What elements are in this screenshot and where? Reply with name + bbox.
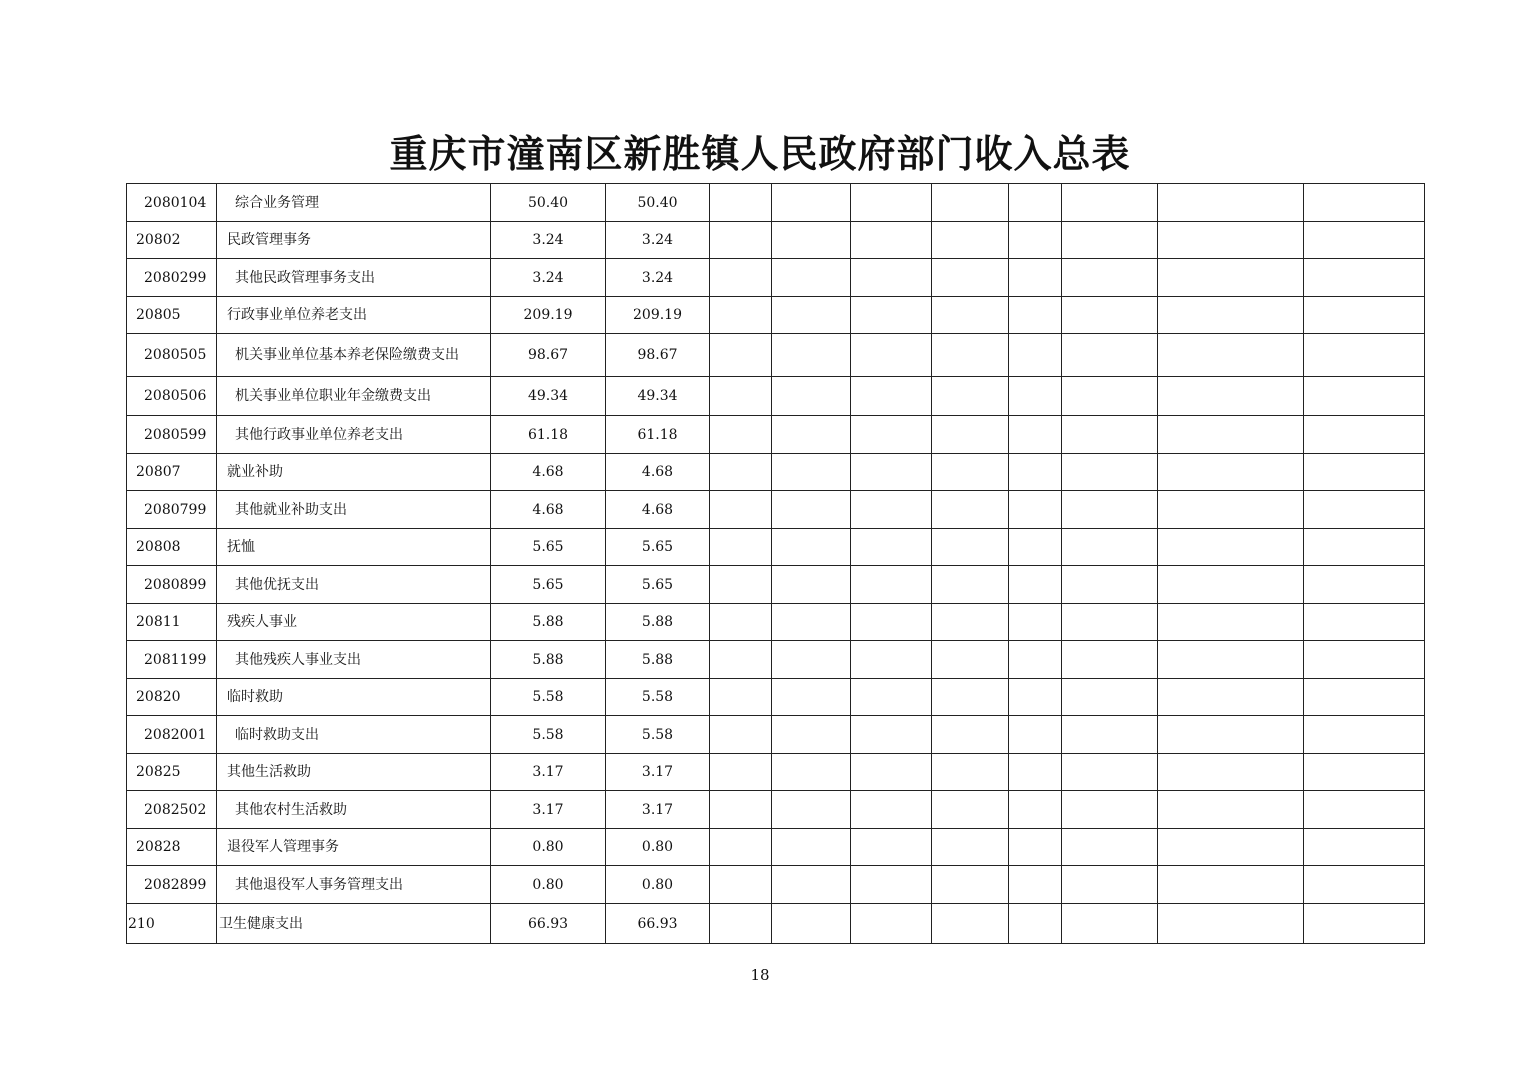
total-amount: 50.40	[491, 184, 606, 222]
table-row	[127, 416, 1425, 454]
total-amount: 5.65	[491, 566, 606, 604]
fiscal-allocation-amount: 3.24	[606, 222, 710, 259]
fiscal-allocation-amount: 3.17	[606, 754, 710, 791]
fiscal-allocation-amount: 5.58	[606, 679, 710, 716]
empty-cell	[710, 641, 772, 679]
revenue-table	[126, 183, 1425, 944]
empty-cell	[1304, 566, 1425, 604]
empty-cell	[710, 222, 772, 259]
empty-cell	[1009, 566, 1062, 604]
fiscal-allocation-amount: 5.65	[606, 529, 710, 566]
table-row	[127, 791, 1425, 829]
empty-cell	[1062, 259, 1158, 297]
total-amount: 3.17	[491, 754, 606, 791]
subject-name: 机关事业单位职业年金缴费支出	[217, 377, 491, 416]
subject-name: 其他优抚支出	[217, 566, 491, 604]
empty-cell	[1009, 641, 1062, 679]
empty-cell	[1158, 416, 1304, 454]
empty-cell	[1062, 641, 1158, 679]
subject-code: 2080599	[127, 416, 217, 454]
subject-code: 2080799	[127, 491, 217, 529]
empty-cell	[1062, 222, 1158, 259]
subject-code: 2080899	[127, 566, 217, 604]
subject-code: 20808	[127, 529, 217, 566]
empty-cell	[1158, 491, 1304, 529]
empty-cell	[1304, 297, 1425, 334]
empty-cell	[772, 566, 851, 604]
empty-cell	[1304, 829, 1425, 866]
empty-cell	[710, 829, 772, 866]
total-amount: 209.19	[491, 297, 606, 334]
empty-cell	[1009, 716, 1062, 754]
empty-cell	[710, 297, 772, 334]
empty-cell	[772, 334, 851, 377]
empty-cell	[1062, 184, 1158, 222]
empty-cell	[772, 904, 851, 944]
empty-cell	[851, 416, 932, 454]
empty-cell	[1158, 259, 1304, 297]
empty-cell	[1158, 754, 1304, 791]
empty-cell	[932, 754, 1009, 791]
empty-cell	[710, 791, 772, 829]
empty-cell	[710, 566, 772, 604]
table-row	[127, 334, 1425, 377]
total-amount: 3.24	[491, 259, 606, 297]
empty-cell	[710, 604, 772, 641]
empty-cell	[851, 829, 932, 866]
empty-cell	[772, 604, 851, 641]
empty-cell	[1009, 866, 1062, 904]
subject-code: 20828	[127, 829, 217, 866]
page-title: 重庆市潼南区新胜镇人民政府部门收入总表	[389, 131, 1131, 176]
subject-name: 临时救助支出	[217, 716, 491, 754]
fiscal-allocation-amount: 4.68	[606, 454, 710, 491]
total-amount: 98.67	[491, 334, 606, 377]
empty-cell	[1158, 641, 1304, 679]
empty-cell	[772, 416, 851, 454]
empty-cell	[1304, 529, 1425, 566]
empty-cell	[1009, 297, 1062, 334]
table-row	[127, 184, 1425, 222]
empty-cell	[1009, 529, 1062, 566]
empty-cell	[1158, 791, 1304, 829]
empty-cell	[1304, 259, 1425, 297]
fiscal-allocation-amount: 0.80	[606, 866, 710, 904]
table-row	[127, 641, 1425, 679]
empty-cell	[851, 866, 932, 904]
empty-cell	[1009, 791, 1062, 829]
total-amount: 3.24	[491, 222, 606, 259]
empty-cell	[851, 529, 932, 566]
subject-name: 其他农村生活救助	[217, 791, 491, 829]
empty-cell	[851, 566, 932, 604]
empty-cell	[772, 679, 851, 716]
subject-name: 临时救助	[217, 679, 491, 716]
empty-cell	[1158, 377, 1304, 416]
empty-cell	[1062, 454, 1158, 491]
empty-cell	[710, 377, 772, 416]
empty-cell	[772, 184, 851, 222]
total-amount: 5.65	[491, 529, 606, 566]
empty-cell	[1009, 222, 1062, 259]
empty-cell	[1009, 604, 1062, 641]
fiscal-allocation-amount: 5.58	[606, 716, 710, 754]
subject-code: 2082001	[127, 716, 217, 754]
empty-cell	[772, 491, 851, 529]
empty-cell	[772, 754, 851, 791]
table-row	[127, 377, 1425, 416]
empty-cell	[710, 184, 772, 222]
empty-cell	[1062, 491, 1158, 529]
empty-cell	[1009, 454, 1062, 491]
empty-cell	[932, 334, 1009, 377]
subject-code: 20807	[127, 454, 217, 491]
empty-cell	[1009, 334, 1062, 377]
subject-name: 就业补助	[217, 454, 491, 491]
table-row	[127, 866, 1425, 904]
total-amount: 5.88	[491, 641, 606, 679]
empty-cell	[851, 754, 932, 791]
subject-code: 20802	[127, 222, 217, 259]
empty-cell	[851, 334, 932, 377]
subject-code: 20825	[127, 754, 217, 791]
empty-cell	[1158, 566, 1304, 604]
subject-name: 其他就业补助支出	[217, 491, 491, 529]
empty-cell	[1062, 297, 1158, 334]
empty-cell	[1009, 416, 1062, 454]
empty-cell	[772, 829, 851, 866]
empty-cell	[1158, 529, 1304, 566]
total-amount: 5.58	[491, 679, 606, 716]
empty-cell	[1304, 641, 1425, 679]
subject-name: 残疾人事业	[217, 604, 491, 641]
fiscal-allocation-amount: 5.88	[606, 604, 710, 641]
fiscal-allocation-amount: 209.19	[606, 297, 710, 334]
empty-cell	[1158, 454, 1304, 491]
table-row	[127, 454, 1425, 491]
subject-code: 2080506	[127, 377, 217, 416]
empty-cell	[772, 259, 851, 297]
empty-cell	[1062, 529, 1158, 566]
empty-cell	[932, 377, 1009, 416]
empty-cell	[1304, 377, 1425, 416]
empty-cell	[1062, 791, 1158, 829]
empty-cell	[1158, 334, 1304, 377]
empty-cell	[851, 377, 932, 416]
empty-cell	[710, 754, 772, 791]
empty-cell	[851, 904, 932, 944]
empty-cell	[1304, 754, 1425, 791]
empty-cell	[932, 222, 1009, 259]
table-row	[127, 829, 1425, 866]
empty-cell	[772, 454, 851, 491]
fiscal-allocation-amount: 98.67	[606, 334, 710, 377]
table-row	[127, 259, 1425, 297]
total-amount: 0.80	[491, 829, 606, 866]
subject-name: 其他残疾人事业支出	[217, 641, 491, 679]
empty-cell	[851, 297, 932, 334]
empty-cell	[772, 377, 851, 416]
empty-cell	[1062, 829, 1158, 866]
table-row	[127, 222, 1425, 259]
empty-cell	[710, 416, 772, 454]
empty-cell	[1009, 259, 1062, 297]
empty-cell	[710, 904, 772, 944]
subject-code: 2080104	[127, 184, 217, 222]
empty-cell	[1062, 566, 1158, 604]
empty-cell	[1158, 604, 1304, 641]
table-row	[127, 716, 1425, 754]
empty-cell	[1009, 829, 1062, 866]
subject-name: 退役军人管理事务	[217, 829, 491, 866]
empty-cell	[1062, 334, 1158, 377]
empty-cell	[710, 716, 772, 754]
fiscal-allocation-amount: 61.18	[606, 416, 710, 454]
empty-cell	[1158, 866, 1304, 904]
empty-cell	[1009, 679, 1062, 716]
empty-cell	[932, 866, 1009, 904]
empty-cell	[932, 679, 1009, 716]
empty-cell	[1158, 297, 1304, 334]
empty-cell	[932, 529, 1009, 566]
empty-cell	[851, 791, 932, 829]
fiscal-allocation-amount: 3.24	[606, 259, 710, 297]
empty-cell	[932, 791, 1009, 829]
empty-cell	[932, 904, 1009, 944]
empty-cell	[1009, 491, 1062, 529]
empty-cell	[710, 866, 772, 904]
empty-cell	[1304, 454, 1425, 491]
empty-cell	[1304, 716, 1425, 754]
empty-cell	[1062, 754, 1158, 791]
empty-cell	[772, 791, 851, 829]
table-row	[127, 529, 1425, 566]
empty-cell	[851, 222, 932, 259]
fiscal-allocation-amount: 4.68	[606, 491, 710, 529]
empty-cell	[932, 566, 1009, 604]
fiscal-allocation-amount: 5.65	[606, 566, 710, 604]
subject-name: 机关事业单位基本养老保险缴费支出	[217, 334, 491, 377]
total-amount: 49.34	[491, 377, 606, 416]
subject-code: 2082502	[127, 791, 217, 829]
empty-cell	[1304, 866, 1425, 904]
fiscal-allocation-amount: 66.93	[606, 904, 710, 944]
empty-cell	[851, 716, 932, 754]
subject-code: 210	[127, 904, 217, 944]
subject-code: 20811	[127, 604, 217, 641]
subject-name: 民政管理事务	[217, 222, 491, 259]
table-row	[127, 679, 1425, 716]
empty-cell	[932, 184, 1009, 222]
subject-code: 20805	[127, 297, 217, 334]
subject-name: 综合业务管理	[217, 184, 491, 222]
empty-cell	[1304, 334, 1425, 377]
subject-name: 其他民政管理事务支出	[217, 259, 491, 297]
table-row	[127, 297, 1425, 334]
empty-cell	[1062, 866, 1158, 904]
table-row	[127, 491, 1425, 529]
empty-cell	[932, 454, 1009, 491]
subject-name: 其他退役军人事务管理支出	[217, 866, 491, 904]
empty-cell	[1304, 491, 1425, 529]
total-amount: 0.80	[491, 866, 606, 904]
total-amount: 5.88	[491, 604, 606, 641]
table-row	[127, 754, 1425, 791]
empty-cell	[772, 866, 851, 904]
subject-name: 其他生活救助	[217, 754, 491, 791]
empty-cell	[1062, 904, 1158, 944]
subject-code: 2080299	[127, 259, 217, 297]
subject-name: 卫生健康支出	[217, 904, 491, 944]
empty-cell	[710, 491, 772, 529]
empty-cell	[710, 259, 772, 297]
subject-name: 抚恤	[217, 529, 491, 566]
fiscal-allocation-amount: 49.34	[606, 377, 710, 416]
fiscal-allocation-amount: 50.40	[606, 184, 710, 222]
total-amount: 66.93	[491, 904, 606, 944]
empty-cell	[772, 222, 851, 259]
empty-cell	[1009, 754, 1062, 791]
total-amount: 4.68	[491, 491, 606, 529]
empty-cell	[1158, 222, 1304, 259]
empty-cell	[1158, 679, 1304, 716]
empty-cell	[851, 454, 932, 491]
subject-name: 行政事业单位养老支出	[217, 297, 491, 334]
empty-cell	[932, 641, 1009, 679]
table-row	[127, 904, 1425, 944]
empty-cell	[1062, 679, 1158, 716]
table-body	[127, 184, 1425, 944]
empty-cell	[1062, 604, 1158, 641]
empty-cell	[932, 259, 1009, 297]
empty-cell	[851, 259, 932, 297]
empty-cell	[1304, 604, 1425, 641]
total-amount: 61.18	[491, 416, 606, 454]
empty-cell	[710, 679, 772, 716]
empty-cell	[932, 829, 1009, 866]
empty-cell	[772, 529, 851, 566]
subject-code: 2080505	[127, 334, 217, 377]
empty-cell	[932, 604, 1009, 641]
fiscal-allocation-amount: 5.88	[606, 641, 710, 679]
subject-code: 2081199	[127, 641, 217, 679]
empty-cell	[1304, 679, 1425, 716]
empty-cell	[851, 604, 932, 641]
empty-cell	[710, 454, 772, 491]
empty-cell	[1304, 184, 1425, 222]
page-number: 18	[750, 966, 770, 984]
empty-cell	[772, 641, 851, 679]
empty-cell	[1158, 904, 1304, 944]
empty-cell	[1158, 829, 1304, 866]
total-amount: 3.17	[491, 791, 606, 829]
empty-cell	[932, 491, 1009, 529]
empty-cell	[932, 716, 1009, 754]
empty-cell	[1304, 904, 1425, 944]
empty-cell	[851, 641, 932, 679]
fiscal-allocation-amount: 3.17	[606, 791, 710, 829]
total-amount: 4.68	[491, 454, 606, 491]
empty-cell	[932, 297, 1009, 334]
empty-cell	[772, 716, 851, 754]
empty-cell	[1158, 184, 1304, 222]
total-amount: 5.58	[491, 716, 606, 754]
empty-cell	[851, 679, 932, 716]
table-row	[127, 566, 1425, 604]
empty-cell	[932, 416, 1009, 454]
empty-cell	[1304, 222, 1425, 259]
table-row	[127, 604, 1425, 641]
subject-code: 20820	[127, 679, 217, 716]
empty-cell	[1304, 791, 1425, 829]
empty-cell	[851, 491, 932, 529]
empty-cell	[710, 529, 772, 566]
empty-cell	[1009, 904, 1062, 944]
empty-cell	[1009, 184, 1062, 222]
empty-cell	[1304, 416, 1425, 454]
empty-cell	[710, 334, 772, 377]
empty-cell	[1062, 416, 1158, 454]
subject-code: 2082899	[127, 866, 217, 904]
empty-cell	[772, 297, 851, 334]
empty-cell	[1009, 377, 1062, 416]
empty-cell	[1158, 716, 1304, 754]
empty-cell	[851, 184, 932, 222]
subject-name: 其他行政事业单位养老支出	[217, 416, 491, 454]
empty-cell	[1062, 377, 1158, 416]
fiscal-allocation-amount: 0.80	[606, 829, 710, 866]
empty-cell	[1062, 716, 1158, 754]
